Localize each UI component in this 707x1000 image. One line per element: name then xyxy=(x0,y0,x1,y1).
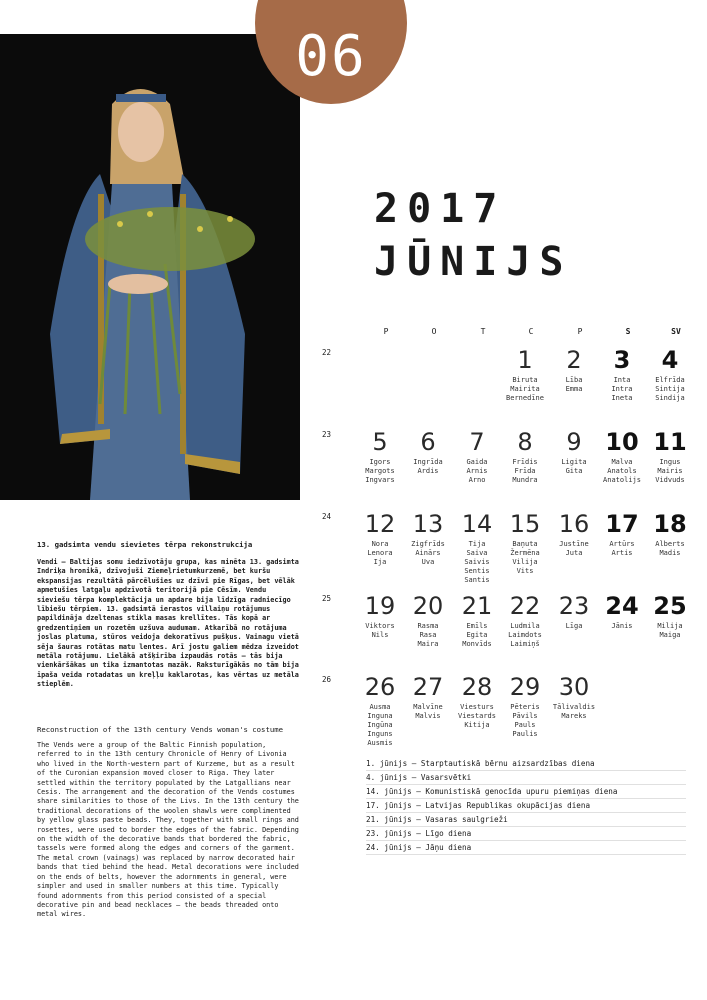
holiday-list xyxy=(366,757,686,855)
name-day: Artūrs xyxy=(609,540,635,548)
day-number: 27 xyxy=(412,673,444,701)
name-day: Frīda xyxy=(514,467,536,475)
name-day: Inguns xyxy=(367,730,393,738)
name-day: Nils xyxy=(371,631,389,639)
name-day: Baņuta xyxy=(512,540,538,548)
week-number: 25 xyxy=(322,594,332,603)
name-day: Maira xyxy=(417,640,439,648)
day-number: 26 xyxy=(364,673,396,701)
day-number: 20 xyxy=(412,592,444,620)
holiday-item: 4. jūnijs – Vasarsvētki xyxy=(366,771,686,785)
name-day: Tija xyxy=(468,540,486,548)
name-day: Zigfrīds xyxy=(411,540,445,548)
name-day: Pēteris xyxy=(510,703,540,711)
name-day: Uva xyxy=(421,558,435,566)
name-day: Saiva xyxy=(466,549,488,557)
name-days xyxy=(549,622,599,631)
woman-in-costume-illustration xyxy=(0,34,300,500)
name-days xyxy=(355,540,405,567)
name-days xyxy=(355,622,405,640)
day-cell xyxy=(500,592,550,649)
day-cell xyxy=(549,428,599,476)
month-number: 06 xyxy=(295,24,367,89)
name-day: Viesturs xyxy=(460,703,494,711)
name-day: Ligita xyxy=(561,458,587,466)
day-number: 21 xyxy=(461,592,493,620)
name-day: Sindija xyxy=(655,394,685,402)
day-number: 8 xyxy=(517,428,533,456)
name-day: Alberts xyxy=(655,540,685,548)
weekday-header: P xyxy=(577,327,583,336)
calendar-year: 2017 xyxy=(374,186,507,232)
name-day: Sentis xyxy=(464,567,490,575)
name-day: Mairita xyxy=(510,385,540,393)
week-number: 22 xyxy=(322,348,332,357)
day-cell xyxy=(403,510,453,567)
day-cell xyxy=(597,510,647,558)
name-day: Malva xyxy=(611,458,633,466)
day-number: 2 xyxy=(566,346,582,374)
name-day: Ingvars xyxy=(365,476,395,484)
name-day: Vits xyxy=(516,567,534,575)
description-latvian-body: Vendi – Baltijas somu iedzīvotāju grupa, kas minēta 13. gadsimta Indriķa hronikā, dzīvojuši Ziemeļrietumkurzemē, bet kuršu ekspansijas rezultātā pārcēlušies uz dzīvi pie Rīgas, bet vēlāk apmetušies latgaļu apdzīvotā teritorijā pie Cēsīm. Vendu sieviešu tērpa komplektācija un apdare bija līdzīga radniecīgo lībiešu tērpiem. 13. gadsimtā ierastos villaiņu rotājumus papildināja dzeltenas stikla masas krellītes. Tās kopā ar gredzentiņiem un rozetēm uzšuva audumam. Atkarībā no rotājuma joslas platuma, stūros veidoja dekoratīvus pušķus. Vainagu vietā sēja šauras rotātas matu lentes. Arī jostu galiem mēdza izveidot metāla rotājumu. Lielākā atšķirība izpaudās rotās – tās bija vienkāršākas un tika izmantotas mazāk. Raksturīgākās no tām bija īpaša veida rotadatas un kreļļu kaklarotas, kas vērtas uz metāla stieplēm. xyxy=(37,558,299,689)
weekday-header: T xyxy=(480,327,486,336)
day-cell xyxy=(549,346,599,394)
day-number: 7 xyxy=(469,428,485,456)
day-number: 25 xyxy=(653,592,687,620)
name-day: Lība xyxy=(565,376,583,384)
name-day: Saivis xyxy=(464,558,490,566)
holiday-item: 14. jūnijs – Komunistiskā genocīda upuru piemiņas diena xyxy=(366,785,686,799)
day-number: 10 xyxy=(605,428,639,456)
day-cell xyxy=(549,592,599,631)
day-cell xyxy=(500,428,550,485)
day-number: 3 xyxy=(613,346,631,374)
day-cell xyxy=(452,673,502,730)
name-day: Paulis xyxy=(512,730,538,738)
name-day: Vidvuds xyxy=(655,476,685,484)
name-day: Elfrīda xyxy=(655,376,685,384)
name-days xyxy=(355,458,405,485)
day-cell xyxy=(355,510,405,567)
name-days xyxy=(549,376,599,394)
day-cell xyxy=(500,673,550,739)
day-cell xyxy=(452,510,502,585)
name-day: Rasa xyxy=(419,631,437,639)
day-cell xyxy=(645,428,695,485)
name-day: Arno xyxy=(468,476,486,484)
name-day: Intra xyxy=(611,385,633,393)
day-number: 24 xyxy=(605,592,639,620)
name-day: Sintija xyxy=(655,385,685,393)
description-latvian xyxy=(37,540,299,690)
name-day: Maiga xyxy=(659,631,681,639)
day-number: 6 xyxy=(420,428,436,456)
day-number: 17 xyxy=(605,510,639,538)
name-days xyxy=(452,458,502,485)
day-number: 19 xyxy=(364,592,396,620)
name-day: Ausma xyxy=(369,703,391,711)
description-english xyxy=(37,725,299,920)
name-day: Artis xyxy=(611,549,633,557)
name-day: Ingūna xyxy=(367,721,393,729)
name-days xyxy=(597,540,647,558)
name-day: Arnis xyxy=(466,467,488,475)
name-days xyxy=(403,622,453,649)
day-number: 15 xyxy=(509,510,541,538)
description-english-body: The Vends were a group of the Baltic Finnish population, referred to in the 13th century Chronicle of Henry of Livonia who lived in the North-western part of Kurzeme, but as a result of the Curonian expansion moved closer to Riga. They later settled within the territory populated by the Latgallians near Cesis. The arrangement and the decoration of the Vends costumes share similarities to those of the Livs. In the 13th century the traditional decorations of the woolen shawls were complimented by yellow glass paste beads. They, together with small rings and rosettes, were used to border the edges of the fabric. Depending on the width of the decorative bands that bordered the fabric, tassels were formed along the edges and corners of the garment. The metal crown (vainags) was replaced by narrow decorated hair bands that tied behind the head. Metal decorations were included on the ends of belts, however the adornments in general, were simpler and used in smaller numbers at this time. Typically found adornments from this period consisted of a special decorative pin and bead necklaces – the beads threaded onto metal wires. xyxy=(37,741,299,919)
name-day: Viktors xyxy=(365,622,395,630)
calendar-month-name: JŪNIJS xyxy=(374,239,573,285)
day-cell xyxy=(355,592,405,640)
day-cell xyxy=(500,510,550,576)
name-day: Ludmila xyxy=(510,622,540,630)
name-day: Ija xyxy=(373,558,387,566)
day-cell xyxy=(597,428,647,485)
name-day: Jānis xyxy=(611,622,633,630)
day-cell xyxy=(403,428,453,476)
name-day: Justīne xyxy=(559,540,589,548)
holiday-item: 23. jūnijs – Līgo diena xyxy=(366,827,686,841)
weekday-header: P xyxy=(383,327,389,336)
costume-photo xyxy=(0,34,300,500)
name-day: Viestards xyxy=(458,712,496,720)
name-day: Santis xyxy=(464,576,490,584)
day-number: 22 xyxy=(509,592,541,620)
name-day: Anatols xyxy=(607,467,637,475)
name-day: Pāvils xyxy=(512,712,538,720)
name-days xyxy=(403,540,453,567)
day-number: 1 xyxy=(517,346,533,374)
name-days xyxy=(355,703,405,748)
day-cell xyxy=(645,592,695,640)
name-day: Mareks xyxy=(561,712,587,720)
name-days xyxy=(500,540,550,576)
name-day: Laimdots xyxy=(508,631,542,639)
day-number: 14 xyxy=(461,510,493,538)
holiday-item: 17. jūnijs – Latvijas Republikas okupācijas diena xyxy=(366,799,686,813)
day-cell xyxy=(355,428,405,485)
name-day: Igors xyxy=(369,458,391,466)
name-days xyxy=(549,540,599,558)
day-number: 18 xyxy=(653,510,687,538)
day-cell xyxy=(452,428,502,485)
day-number: 30 xyxy=(558,673,590,701)
name-day: Kitija xyxy=(464,721,490,729)
day-number: 23 xyxy=(558,592,590,620)
day-cell xyxy=(597,346,647,403)
name-day: Monvīds xyxy=(462,640,492,648)
name-day: Anatolijs xyxy=(603,476,641,484)
name-day: Ingrīda xyxy=(413,458,443,466)
day-cell xyxy=(403,592,453,649)
week-number: 26 xyxy=(322,675,332,684)
day-cell xyxy=(549,673,599,721)
name-day: Egita xyxy=(466,631,488,639)
name-days xyxy=(452,622,502,649)
weekday-header: C xyxy=(528,327,534,336)
name-day: Emīls xyxy=(466,622,488,630)
day-cell xyxy=(500,346,550,403)
name-days xyxy=(549,458,599,476)
day-number: 12 xyxy=(364,510,396,538)
name-day: Ineta xyxy=(611,394,633,402)
week-number: 23 xyxy=(322,430,332,439)
name-days xyxy=(597,458,647,485)
name-day: Ainārs xyxy=(415,549,441,557)
name-days xyxy=(452,540,502,585)
description-latvian-title: 13. gadsimta vendu sievietes tērpa rekonstrukcija xyxy=(37,540,253,549)
name-day: Pauls xyxy=(514,721,536,729)
day-number: 28 xyxy=(461,673,493,701)
name-days xyxy=(597,622,647,631)
name-day: Emma xyxy=(565,385,583,393)
day-cell xyxy=(452,592,502,649)
name-day: Ausmis xyxy=(367,739,393,747)
name-day: Gaida xyxy=(466,458,488,466)
name-day: Žermēna xyxy=(510,549,540,557)
weekday-header: O xyxy=(431,327,437,336)
day-number: 16 xyxy=(558,510,590,538)
name-days xyxy=(645,622,695,640)
name-day: Tālivaldis xyxy=(552,703,596,711)
name-day: Frīdis xyxy=(512,458,538,466)
name-day: Līga xyxy=(565,622,583,630)
week-number: 24 xyxy=(322,512,332,521)
name-day: Biruta xyxy=(512,376,538,384)
name-day: Inguna xyxy=(367,712,393,720)
name-day: Madis xyxy=(659,549,681,557)
name-day: Mundra xyxy=(512,476,538,484)
name-day: Gita xyxy=(565,467,583,475)
description-english-title: Reconstruction of the 13th century Vends woman's costume xyxy=(37,725,284,734)
name-days xyxy=(403,458,453,476)
name-day: Juta xyxy=(565,549,583,557)
day-number: 4 xyxy=(661,346,679,374)
weekday-header: S xyxy=(625,327,631,336)
name-days xyxy=(597,376,647,403)
name-days xyxy=(645,540,695,558)
day-cell xyxy=(645,510,695,558)
name-day: Margots xyxy=(365,467,395,475)
name-days xyxy=(549,703,599,721)
day-number: 13 xyxy=(412,510,444,538)
holiday-item: 1. jūnijs – Starptautiskā bērnu aizsardzības diena xyxy=(366,757,686,771)
name-day: Rasma xyxy=(417,622,439,630)
holiday-item: 24. jūnijs – Jāņu diena xyxy=(366,841,686,855)
name-day: Vilija xyxy=(512,558,538,566)
day-number: 29 xyxy=(509,673,541,701)
day-cell xyxy=(597,592,647,631)
day-number: 9 xyxy=(566,428,582,456)
name-day: Milija xyxy=(657,622,683,630)
day-cell xyxy=(403,673,453,721)
name-day: Ardis xyxy=(417,467,439,475)
name-day: Nora xyxy=(371,540,389,548)
name-day: Mairis xyxy=(657,467,683,475)
name-days xyxy=(500,458,550,485)
name-days xyxy=(500,703,550,739)
name-day: Bernedīne xyxy=(506,394,544,402)
name-days xyxy=(500,622,550,649)
day-cell xyxy=(355,673,405,748)
name-days xyxy=(645,458,695,485)
name-day: Laimiņš xyxy=(510,640,540,648)
day-cell xyxy=(645,346,695,403)
name-day: Ingus xyxy=(659,458,681,466)
name-days xyxy=(452,703,502,730)
weekday-header: SV xyxy=(671,327,681,336)
holiday-item: 21. jūnijs – Vasaras saulgrieži xyxy=(366,813,686,827)
name-days xyxy=(403,703,453,721)
day-number: 5 xyxy=(372,428,388,456)
name-days xyxy=(500,376,550,403)
name-day: Inta xyxy=(613,376,631,384)
name-day: Malvis xyxy=(415,712,441,720)
day-number: 11 xyxy=(653,428,687,456)
day-cell xyxy=(549,510,599,558)
name-days xyxy=(645,376,695,403)
name-day: Lenora xyxy=(367,549,393,557)
name-day: Malvīne xyxy=(413,703,443,711)
